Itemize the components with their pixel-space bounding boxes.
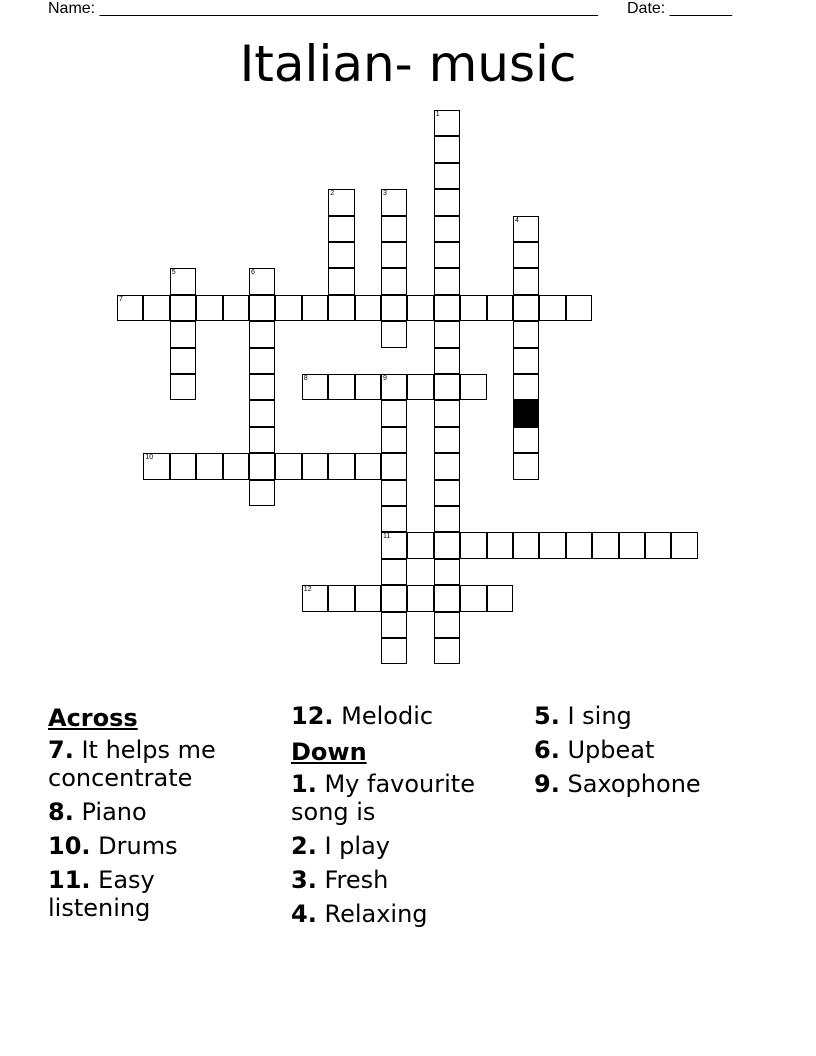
grid-cell[interactable] <box>381 559 407 585</box>
grid-cell[interactable] <box>592 532 618 558</box>
grid-cell[interactable] <box>381 532 407 558</box>
grid-cell[interactable] <box>434 612 460 638</box>
clue-across-7 <box>48 736 263 792</box>
clue-column-1 <box>48 702 263 928</box>
grid-cell[interactable] <box>381 374 407 400</box>
grid-cell[interactable] <box>539 295 565 321</box>
grid-cell[interactable] <box>539 532 565 558</box>
grid-cell[interactable] <box>381 612 407 638</box>
clue-text: It helps me concentrate <box>48 736 216 792</box>
cell-number: 6 <box>251 269 255 277</box>
grid-cell[interactable] <box>381 242 407 268</box>
clue-text: Relaxing <box>324 900 428 928</box>
grid-cell[interactable] <box>143 295 169 321</box>
clue-text: Easy listening <box>48 866 155 922</box>
grid-cell[interactable] <box>513 427 539 453</box>
clue-number: 12. <box>291 702 334 730</box>
grid-cell[interactable] <box>434 506 460 532</box>
grid-cell[interactable] <box>170 268 196 294</box>
grid-cell[interactable] <box>328 268 354 294</box>
grid-cell[interactable] <box>249 348 275 374</box>
grid-cell[interactable] <box>407 532 433 558</box>
grid-cell[interactable] <box>381 216 407 242</box>
grid-cell[interactable] <box>328 242 354 268</box>
clue-down-5 <box>534 702 764 730</box>
grid-cell[interactable] <box>434 348 460 374</box>
clue-down-3 <box>291 866 506 894</box>
grid-cell[interactable] <box>328 216 354 242</box>
cell-number: 5 <box>171 269 176 277</box>
cell-number: 1 <box>435 111 440 118</box>
down-heading: Down <box>291 738 367 766</box>
grid-cell[interactable] <box>671 532 697 558</box>
grid-cell[interactable] <box>460 532 486 558</box>
grid-cell[interactable] <box>249 374 275 400</box>
clue-down-6 <box>534 736 764 764</box>
grid-cell[interactable] <box>223 295 249 321</box>
grid-cell[interactable] <box>434 427 460 453</box>
grid-cell[interactable] <box>355 585 381 611</box>
grid-cell[interactable] <box>434 242 460 268</box>
grid-cell[interactable] <box>381 453 407 479</box>
grid-cell[interactable] <box>407 585 433 611</box>
grid-cell[interactable] <box>434 585 460 611</box>
clue-column-2 <box>291 702 506 934</box>
grid-cell[interactable] <box>355 453 381 479</box>
clue-text: Melodic <box>341 702 434 730</box>
grid-cell[interactable] <box>434 110 460 136</box>
grid-cell[interactable] <box>170 374 196 400</box>
grid-cell[interactable] <box>249 453 275 479</box>
grid-cell[interactable] <box>381 268 407 294</box>
clue-down-1 <box>291 770 506 826</box>
grid-cell[interactable] <box>513 348 539 374</box>
grid-cell[interactable] <box>487 585 513 611</box>
cell-number: 8 <box>303 375 308 382</box>
grid-cell[interactable] <box>117 295 143 321</box>
grid-cell[interactable] <box>407 374 433 400</box>
cell-number: 4 <box>515 216 519 224</box>
grid-cell[interactable] <box>434 295 460 321</box>
clue-text: I play <box>324 832 390 860</box>
grid-cell[interactable] <box>434 559 460 585</box>
clue-across-8 <box>48 798 263 826</box>
clue-text: My favourite song is <box>291 770 475 826</box>
name-field-label: Name: ________________________________________________________ <box>48 0 598 17</box>
clue-number: 1. <box>291 770 317 798</box>
clue-number: 11. <box>48 866 91 894</box>
grid-cell[interactable] <box>381 400 407 426</box>
grid-cell[interactable] <box>381 427 407 453</box>
grid-cell[interactable] <box>275 453 301 479</box>
clue-text: Upbeat <box>567 736 655 764</box>
clue-number: 5. <box>534 702 560 730</box>
clue-number: 6. <box>534 736 560 764</box>
grid-cell[interactable] <box>434 453 460 479</box>
grid-cell[interactable] <box>645 532 671 558</box>
grid-cell[interactable] <box>434 532 460 558</box>
clue-number: 4. <box>291 900 317 928</box>
clue-down-4 <box>291 900 506 928</box>
grid-cell[interactable] <box>328 585 354 611</box>
grid-cell[interactable] <box>170 295 196 321</box>
grid-cell[interactable] <box>381 321 407 347</box>
grid-cell[interactable] <box>434 216 460 242</box>
grid-cell[interactable] <box>170 321 196 347</box>
grid-cell[interactable] <box>513 268 539 294</box>
grid-cell[interactable] <box>513 216 539 242</box>
grid-cell[interactable] <box>434 638 460 664</box>
clue-number: 10. <box>48 832 91 860</box>
grid-cell[interactable] <box>513 242 539 268</box>
date-field-label: Date: _______ <box>627 0 732 17</box>
grid-cell[interactable] <box>249 321 275 347</box>
grid-cell[interactable] <box>302 453 328 479</box>
clue-text: I sing <box>567 702 632 730</box>
clue-text: Piano <box>81 798 147 826</box>
grid-cell[interactable] <box>434 189 460 215</box>
cell-number: 9 <box>383 375 387 382</box>
grid-cell[interactable] <box>487 295 513 321</box>
grid-cell[interactable] <box>302 374 328 400</box>
cell-number: 2 <box>330 190 335 198</box>
grid-cell[interactable] <box>249 295 275 321</box>
cell-number: 3 <box>383 190 387 198</box>
grid-cell[interactable] <box>460 374 486 400</box>
grid-cell[interactable] <box>513 532 539 558</box>
grid-cell[interactable] <box>381 295 407 321</box>
clue-down-2 <box>291 832 506 860</box>
clue-across-11 <box>48 866 263 922</box>
grid-cell[interactable] <box>143 453 169 479</box>
cell-number: 7 <box>119 295 123 303</box>
grid-cell[interactable] <box>513 321 539 347</box>
grid-cell[interactable] <box>170 453 196 479</box>
clue-text: Saxophone <box>567 770 701 798</box>
clue-down-9 <box>534 770 764 798</box>
grid-cell[interactable] <box>619 532 645 558</box>
grid-cell[interactable] <box>434 268 460 294</box>
grid-cell[interactable] <box>407 295 433 321</box>
grid-cell[interactable] <box>328 374 354 400</box>
clue-number: 9. <box>534 770 560 798</box>
grid-cell[interactable] <box>249 268 275 294</box>
grid-cell[interactable] <box>487 532 513 558</box>
grid-cell[interactable] <box>249 427 275 453</box>
grid-cell[interactable] <box>328 453 354 479</box>
clue-across-10 <box>48 832 263 860</box>
grid-cell[interactable] <box>434 400 460 426</box>
grid-cell[interactable] <box>196 453 222 479</box>
grid-cell[interactable] <box>328 295 354 321</box>
grid-cell[interactable] <box>434 321 460 347</box>
grid-cell[interactable] <box>355 295 381 321</box>
grid-cell[interactable] <box>566 295 592 321</box>
grid-cell[interactable] <box>434 374 460 400</box>
across-heading: Across <box>48 704 138 732</box>
grid-cell[interactable] <box>381 638 407 664</box>
clue-number: 3. <box>291 866 317 894</box>
grid-cell[interactable] <box>275 295 301 321</box>
grid-cell[interactable] <box>460 585 486 611</box>
grid-cell[interactable] <box>249 480 275 506</box>
grid-cell[interactable] <box>460 295 486 321</box>
grid-cell[interactable] <box>566 532 592 558</box>
grid-cell[interactable] <box>513 374 539 400</box>
grid-cell[interactable] <box>513 453 539 479</box>
grid-cell[interactable] <box>381 585 407 611</box>
grid-cell[interactable] <box>223 453 249 479</box>
cell-number: 11 <box>383 533 391 541</box>
clue-column-3 <box>534 702 764 804</box>
grid-cell[interactable] <box>328 189 354 215</box>
clue-number: 8. <box>48 798 74 826</box>
grid-block <box>513 400 539 426</box>
clue-number: 7. <box>48 736 74 764</box>
grid-cell[interactable] <box>434 163 460 189</box>
clue-across-12 <box>291 702 506 730</box>
page-title: Italian- music <box>239 35 577 93</box>
cell-number: 10 <box>145 454 154 462</box>
grid-cell[interactable] <box>196 295 222 321</box>
clue-text: Fresh <box>324 866 389 894</box>
grid-cell[interactable] <box>355 374 381 400</box>
grid-cell[interactable] <box>513 295 539 321</box>
cell-number: 12 <box>303 586 312 594</box>
clue-number: 2. <box>291 832 317 860</box>
grid-cell[interactable] <box>434 136 460 162</box>
grid-cell[interactable] <box>434 480 460 506</box>
grid-cell[interactable] <box>381 189 407 215</box>
grid-cell[interactable] <box>249 400 275 426</box>
grid-cell[interactable] <box>170 348 196 374</box>
grid-cell[interactable] <box>302 585 328 611</box>
grid-cell[interactable] <box>381 480 407 506</box>
grid-cell[interactable] <box>381 506 407 532</box>
grid-cell[interactable] <box>302 295 328 321</box>
clue-text: Drums <box>98 832 178 860</box>
